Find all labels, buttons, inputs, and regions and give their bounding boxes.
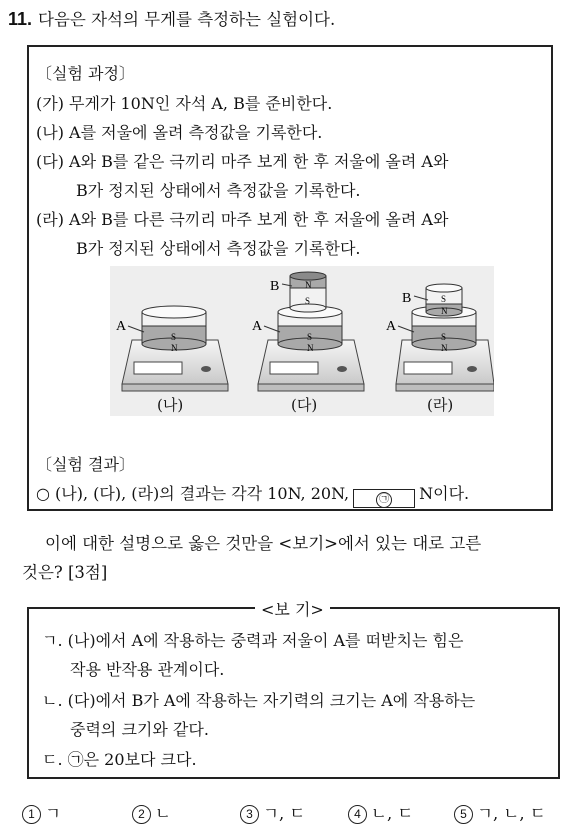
choice-text: ㄴ	[155, 804, 171, 823]
choice-number: 3	[240, 805, 259, 824]
choice-text: ㄱ	[45, 804, 61, 823]
choice-text: ㄱ, ㄴ, ㄷ	[477, 804, 546, 823]
step-da: (다) A와 B를 같은 극끼리 마주 보게 한 후 저울에 올려 A와	[36, 152, 449, 171]
step-ra: (라) A와 B를 다른 극끼리 마주 보게 한 후 저울에 올려 A와	[36, 210, 449, 229]
choice-text: ㄴ, ㄷ	[371, 804, 414, 823]
question-stem: 다음은 자석의 무게를 측정하는 실험이다.	[38, 10, 336, 29]
choice-number: 4	[348, 805, 367, 824]
question-number: 11.	[8, 9, 33, 29]
choice-2[interactable]	[132, 800, 171, 824]
blank-mark: ㉠	[376, 492, 392, 508]
step-ga: (가) 무게가 10N인 자석 A, B를 준비한다.	[36, 94, 333, 113]
bogi-item-digeut: ㄷ. ㉠은 20보다 크다.	[42, 750, 197, 769]
svg-text:S: S	[307, 332, 313, 342]
result-suffix: N이다.	[419, 484, 470, 503]
label-a: A	[116, 319, 127, 334]
choice-1[interactable]	[22, 800, 61, 824]
prompt-line2: 것은? [3점]	[22, 563, 108, 582]
pole-s: S	[171, 332, 177, 342]
magnet-b-floating	[290, 272, 326, 312]
choice-number: 5	[454, 805, 473, 824]
step-na: (나) A를 저울에 올려 측정값을 기록한다.	[36, 123, 323, 142]
svg-text:S: S	[305, 296, 311, 306]
prompt-line1: 이에 대한 설명으로 옳은 것만을 <보기>에서 있는 대로 고른	[45, 534, 482, 553]
scale-na	[116, 306, 228, 391]
choice-number: 1	[22, 805, 41, 824]
svg-text:B: B	[270, 279, 280, 294]
svg-text:N: N	[441, 306, 448, 316]
result-line	[36, 481, 469, 508]
magnet-a-da	[278, 306, 342, 353]
choice-text: ㄱ, ㄷ	[263, 804, 306, 823]
choice-number: 2	[132, 805, 151, 824]
process-title: 〔실험 과정〕	[36, 64, 135, 83]
result-prefix: ○ (나), (다), (라)의 결과는 각각 10N, 20N,	[36, 484, 350, 503]
svg-text:N: N	[305, 280, 312, 290]
bogi-item-giyeok: ㄱ. (나)에서 A에 작용하는 중력과 저울이 A를 떠받치는 힘은	[42, 631, 464, 650]
svg-text:N: N	[307, 343, 314, 353]
svg-text:S: S	[441, 294, 447, 304]
scale-da	[252, 272, 364, 391]
answer-blank	[353, 489, 415, 508]
choice-5[interactable]	[454, 800, 546, 824]
bogi-title: <보 기>	[255, 597, 330, 620]
result-title: 〔실험 결과〕	[36, 455, 135, 474]
svg-text:A: A	[252, 319, 263, 334]
magnet-b-stacked	[426, 284, 462, 316]
bogi-item-nieun-cont: 중력의 크기와 같다.	[70, 720, 209, 739]
magnet-a-na	[142, 306, 206, 353]
choice-4[interactable]	[348, 800, 413, 824]
svg-text:B: B	[402, 291, 412, 306]
choice-3[interactable]	[240, 800, 305, 824]
bogi-item-nieun: ㄴ. (다)에서 B가 A에 작용하는 자기력의 크기는 A에 작용하는	[42, 691, 476, 710]
question-header	[8, 6, 335, 30]
svg-text:N: N	[441, 343, 448, 353]
step-da-cont: B가 정지된 상태에서 측정값을 기록한다.	[76, 181, 361, 200]
caption-da: (다)	[291, 396, 318, 414]
bogi-item-giyeok-cont: 작용 반작용 관계이다.	[70, 660, 225, 679]
svg-text:S: S	[441, 332, 447, 342]
svg-text:A: A	[386, 319, 397, 334]
pole-n: N	[171, 343, 178, 353]
step-ra-cont: B가 정지된 상태에서 측정값을 기록한다.	[76, 239, 361, 258]
caption-na: (나)	[157, 396, 184, 414]
caption-ra: (라)	[427, 396, 454, 414]
scale-ra	[386, 284, 494, 391]
